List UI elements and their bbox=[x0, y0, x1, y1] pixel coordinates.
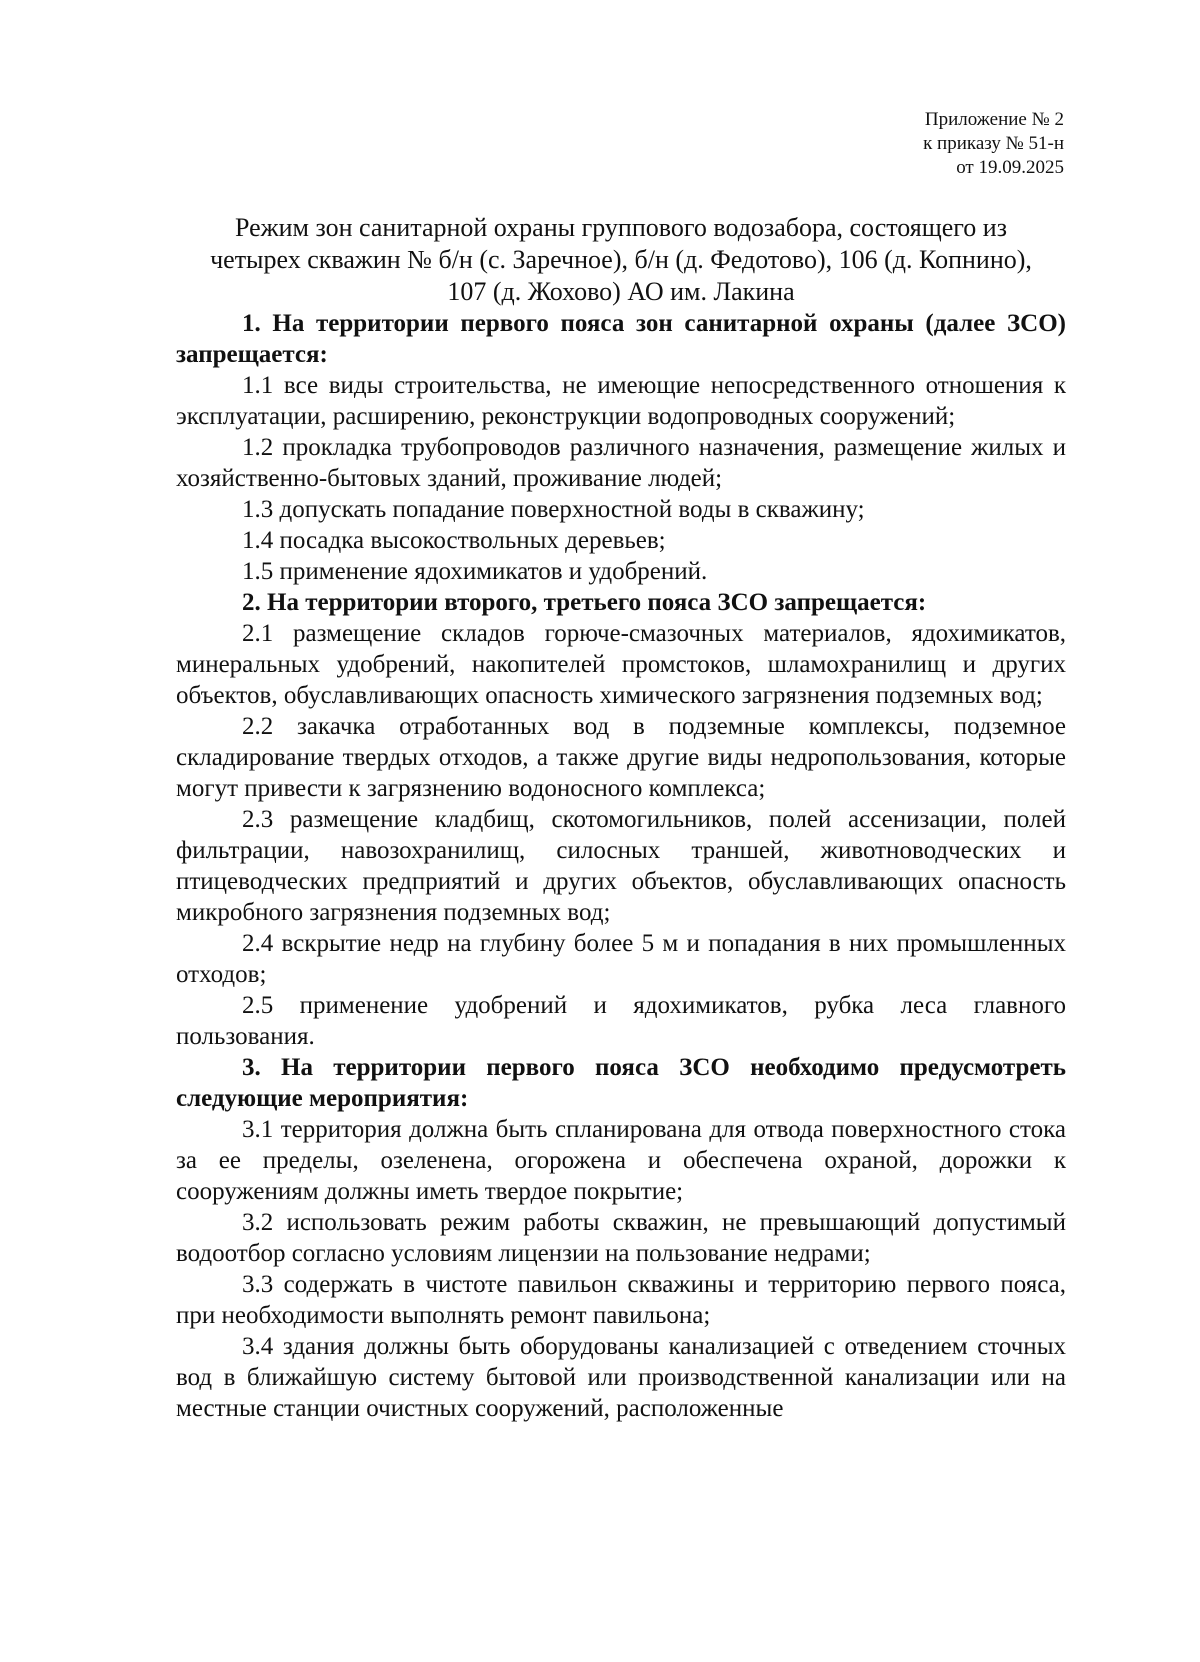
paragraph-3-3: 3.3 содержать в чистоте павильон скважины и территорию первого пояса, при необходимости выполнять ремонт павильона; bbox=[176, 1271, 1066, 1329]
paragraph-2-4: 2.4 вскрытие недр на глубину более 5 м и попадания в них промышленных отходов; bbox=[176, 930, 1066, 988]
paragraph-2-1: 2.1 размещение складов горюче-смазочных материалов, ядохимикатов, минеральных удобрений, накопителей промстоков, шламохранилищ и других объектов, обуславливающих опасность химического загрязнения подземных вод; bbox=[176, 620, 1066, 709]
paragraph-2-3: 2.3 размещение кладбищ, скотомогильников, полей ассенизации, полей фильтрации, навозохранилищ, силосных траншей, животноводческих и птицеводческих предприятий и других объектов, обуславливающих опасность микробного загрязнения подземных вод; bbox=[176, 806, 1066, 926]
annex-order-ref: к приказу № 51-н bbox=[923, 133, 1064, 154]
paragraph-1-3: 1.3 допускать попадание поверхностной воды в скважину; bbox=[242, 496, 865, 523]
section-2-heading: 2. На территории второго, третьего пояса ЗСО запрещается: bbox=[242, 589, 927, 616]
annex-date: от 19.09.2025 bbox=[956, 157, 1064, 178]
paragraph-1-5: 1.5 применение ядохимикатов и удобрений. bbox=[242, 558, 708, 585]
paragraph-1-2: 1.2 прокладка трубопроводов различного назначения, размещение жилых и хозяйственно-бытовых зданий, проживание людей; bbox=[176, 434, 1066, 492]
paragraph-1-1: 1.1 все виды строительства, не имеющие непосредственного отношения к эксплуатации, расширению, реконструкции водопроводных сооружений; bbox=[176, 372, 1066, 430]
paragraph-1-4: 1.4 посадка высокоствольных деревьев; bbox=[242, 527, 666, 554]
paragraph-2-5: 2.5 применение удобрений и ядохимикатов, рубка леса главного пользования. bbox=[176, 992, 1066, 1050]
title-line-3: 107 (д. Жохово) АО им. Лакина bbox=[447, 277, 795, 306]
paragraph-3-4: 3.4 здания должны быть оборудованы канализацией с отведением сточных вод в ближайшую систему бытовой или производственной канализации или на местные станции очистных сооружений, расположенные bbox=[176, 1333, 1066, 1422]
paragraph-2-2: 2.2 закачка отработанных вод в подземные комплексы, подземное складирование твердых отходов, а также другие виды недропользования, которые могут привести к загрязнению водоносного комплекса; bbox=[176, 713, 1066, 802]
section-3-heading: 3. На территории первого пояса ЗСО необходимо предусмотреть следующие мероприятия: bbox=[176, 1054, 1066, 1112]
title-line-1: Режим зон санитарной охраны группового водозабора, состоящего из bbox=[235, 213, 1007, 242]
title-line-2: четырех скважин № б/н (с. Заречное), б/н (д. Федотово), 106 (д. Копнино), bbox=[210, 245, 1032, 274]
annex-number: Приложение № 2 bbox=[924, 109, 1064, 130]
paragraph-3-2: 3.2 использовать режим работы скважин, не превышающий допустимый водоотбор согласно условиям лицензии на пользование недрами; bbox=[176, 1209, 1066, 1267]
document-title bbox=[176, 212, 1066, 308]
section-1-heading: 1. На территории первого пояса зон санитарной охраны (далее ЗСО) запрещается: bbox=[176, 310, 1066, 368]
annex-note bbox=[176, 108, 1064, 180]
paragraph-3-1: 3.1 территория должна быть спланирована для отвода поверхностного стока за ее пределы, озеленена, огорожена и обеспечена охраной, дорожки к сооружениям должны иметь твердое покрытие; bbox=[176, 1116, 1066, 1205]
